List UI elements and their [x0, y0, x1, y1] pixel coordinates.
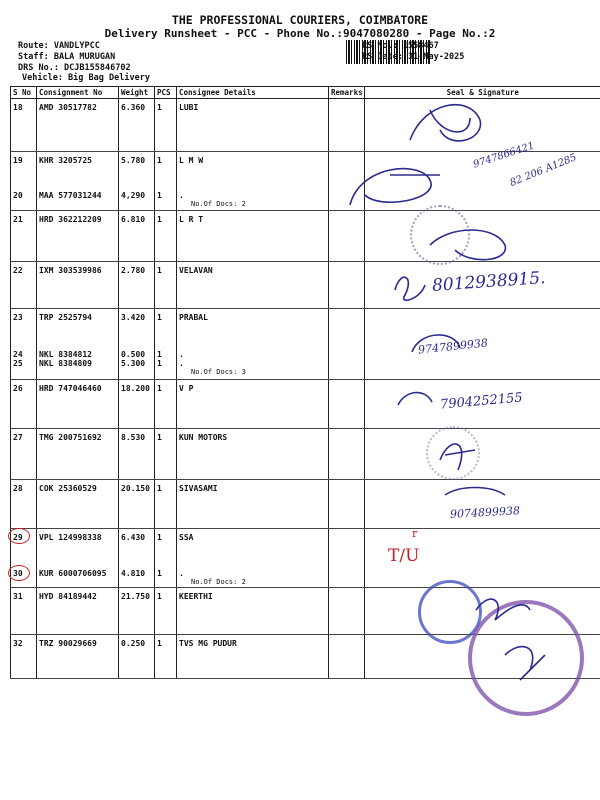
signature-32 [505, 647, 545, 680]
rs-number: RS No.: 1558467 [362, 41, 439, 51]
handwritten-phone-5: 7904252155 [439, 390, 524, 413]
sno: 29 30 [11, 529, 37, 588]
consignee: KEERTHI [177, 588, 329, 635]
runsheet-title: Delivery Runsheet - PCC - Phone No.:9047080280 - Page No.:2 [104, 27, 496, 40]
handwritten-phone-1: 9747866421 [471, 140, 536, 171]
consignee: LUBI [177, 99, 329, 152]
consignment-no: AMD 30517782 [37, 99, 119, 152]
handwritten-note-2: 82 206 A1285 [508, 152, 579, 189]
handwritten-phone-4: 9747899938 [417, 336, 489, 357]
handwritten-phone-6: 9074899938 [449, 504, 521, 521]
sno: 23 24 25 [11, 309, 37, 380]
weight: 8.530 [119, 429, 155, 480]
weight: 20.150 [119, 480, 155, 529]
col-weight: Weight [119, 87, 155, 99]
col-sno: S No [11, 87, 37, 99]
weight: 2.780 [119, 262, 155, 309]
sno: 26 [11, 380, 37, 429]
pcs: 1 [155, 635, 177, 679]
signature-28 [445, 488, 505, 496]
col-remarks: Remarks [329, 87, 365, 99]
consignment-no: HRD 362212209 [37, 211, 119, 262]
pcs: 1 [155, 480, 177, 529]
pcs: 1 [155, 429, 177, 480]
pcs: 1 1 [155, 529, 177, 588]
consignment-no: HRD 747046460 [37, 380, 119, 429]
signature-31 [476, 599, 530, 620]
pcs: 1 [155, 588, 177, 635]
pcs: 1 1 1 [155, 309, 177, 380]
vehicle: Vehicle: Big Bag Delivery [22, 73, 150, 83]
consignee: V P [177, 380, 329, 429]
weight: 18.200 [119, 380, 155, 429]
signature-26 [398, 393, 432, 405]
pcs: 1 [155, 262, 177, 309]
sno: 27 [11, 429, 37, 480]
weight: 21.750 [119, 588, 155, 635]
drs-number: DRS No.: DCJB155846702 [18, 63, 131, 73]
weight: 3.420 0.500 5.300 [119, 309, 155, 380]
pcs: 1 [155, 211, 177, 262]
col-pcs: PCS [155, 87, 177, 99]
sno: 22 [11, 262, 37, 309]
consignee: SIVASAMI [177, 480, 329, 529]
route: Route: VANDLYPCC [18, 41, 100, 51]
sno: 21 [11, 211, 37, 262]
consignee: L R T [177, 211, 329, 262]
consignment-no: HYD 84189442 [37, 588, 119, 635]
signature-18 [410, 105, 480, 141]
consignment-no: VPL 124998338 KUR 6000706095 [37, 529, 119, 588]
consignee: TVS MG PUDUR [177, 635, 329, 679]
consignment-no: COK 25360529 [37, 480, 119, 529]
consignee: PRABAL . . No.Of Docs: 3 [177, 309, 329, 380]
sno: 31 [11, 588, 37, 635]
sno: 18 [11, 99, 37, 152]
consignee: SSA . No.Of Docs: 2 [177, 529, 329, 588]
signature-27 [440, 444, 475, 470]
weight: 5.780 4,290 [119, 152, 155, 211]
weight: 0.250 [119, 635, 155, 679]
col-seal: Seal & Signature [365, 87, 600, 99]
rs-date: RS Date: 31-May-2025 [362, 52, 465, 62]
col-consignee: Consignee Details [177, 87, 329, 99]
consignee: KUN MOTORS [177, 429, 329, 480]
consignee: L M W . No.Of Docs: 2 [177, 152, 329, 211]
sno: 32 [11, 635, 37, 679]
staff: Staff: BALA MURUGAN [18, 52, 116, 62]
consignee: VELAVAN [177, 262, 329, 309]
pcs: 1 [155, 99, 177, 152]
weight: 6.430 4.810 [119, 529, 155, 588]
pcs: 1 1 [155, 152, 177, 211]
consignment-no: TRZ 90029669 [37, 635, 119, 679]
sno: 28 [11, 480, 37, 529]
company-title: THE PROFESSIONAL COURIERS, COIMBATORE [171, 13, 429, 27]
consignment-no: TMG 200751692 [37, 429, 119, 480]
col-consignment: Consignment No [37, 87, 119, 99]
signature-19 [350, 169, 440, 205]
consignment-no: TRP 2525794 NKL 8384812 NKL 8384809 [37, 309, 119, 380]
handwritten-remark-r: r [412, 527, 418, 540]
consignment-no: IXM 303539986 [37, 262, 119, 309]
pcs: 1 [155, 380, 177, 429]
signature-21 [430, 230, 505, 260]
weight: 6.360 [119, 99, 155, 152]
sno: 19 20 [11, 152, 37, 211]
signature-22 [395, 277, 425, 300]
consignment-no: KHR 3205725 MAA 577031244 [37, 152, 119, 211]
handwritten-phone-3: 8012938915. [431, 268, 547, 296]
handwritten-remark-tu: T/U [388, 546, 420, 566]
weight: 6.810 [119, 211, 155, 262]
